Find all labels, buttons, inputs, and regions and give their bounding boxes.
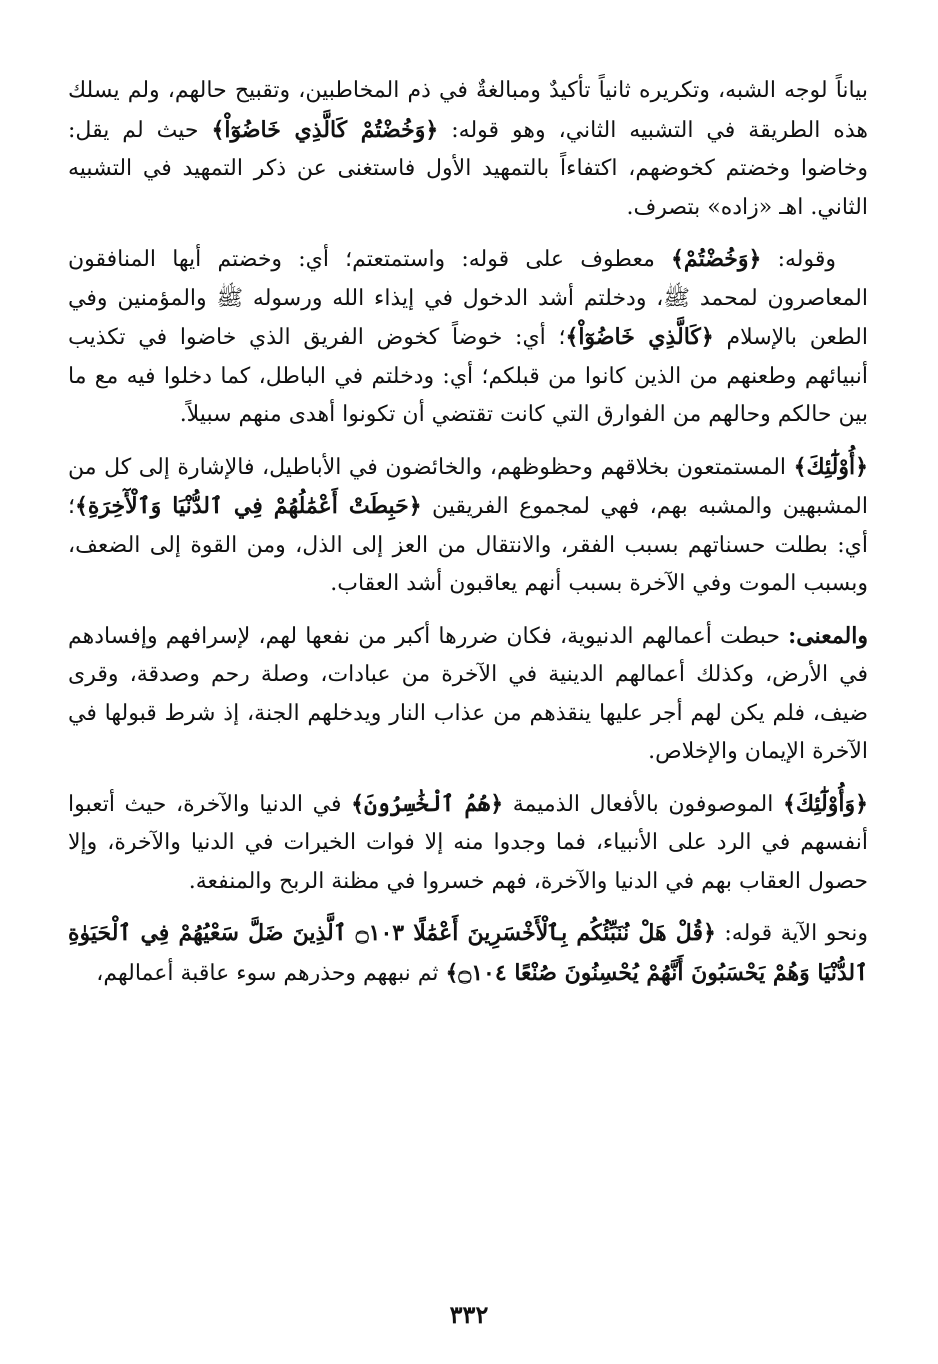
quran-verse: ﴿أُوْلَٰٓئِكَ﴾ <box>793 453 868 480</box>
paragraph-text: الموصوفون بالأفعال الذميمة <box>503 791 783 817</box>
page-number: ٣٣٢ <box>449 1300 489 1329</box>
quran-verse: ﴿قُلْ هَلْ نُنَبِّئُكُم بِٱلْأَخْسَرِينَ أَعْمَٰلًا ۝١٠٣ ٱلَّذِينَ ضَلَّ سَعْيُهُمْ فِي ٱلْحَيَوٰةِ ٱلدُّنْيَا وَهُمْ يَحْسَبُونَ أَنَّهُمْ يُحْسِنُونَ صُنْعًا ۝١٠٤﴾ <box>68 920 868 986</box>
paragraph-text: حيث لم يقل: وخاضوا وخضتم كخوضهم، اكتفاءاً بالتمهيد الأول فاستغنى عن ذكر التمهيد في التشبيه الثاني. اهـ «زاده» بتصرف. <box>68 117 868 220</box>
paragraph-3 <box>68 448 868 604</box>
paragraph-5 <box>68 785 868 902</box>
quran-verse: ﴿وَخُضْتُمْ كَالَّذِي خَاضُوٓاْ﴾ <box>211 116 439 143</box>
paragraph-text: معطوف على قوله: واستمتعتم؛ أي: وخضتم أيها المنافقون المعاصرون لمحمد ﷺ، ودخلتم أشد الدخول في إيذاء الله ورسوله ﷺ والمؤمنين وفي الطعن بالإسلام <box>68 247 868 350</box>
quran-verse: ﴿وَخُضْتُمْ﴾ <box>671 246 762 272</box>
paragraph-4 <box>68 617 868 772</box>
paragraph-text: بياناً لوجه الشبه، وتكريره ثانياً تأكيدٌ ومبالغةٌ في ذم المخاطبين، وتقبيح حالهم، ولم يسلك هذه الطريقة في التشبيه الثاني، وهو قوله: <box>68 78 868 143</box>
quran-verse: ﴿هُمُ ٱلْخَٰسِرُونَ﴾ <box>351 790 504 817</box>
paragraph-1 <box>68 72 868 227</box>
quran-verse: ﴿حَبِطَتْ أَعْمَٰلُهُمْ فِي ٱلدُّنْيَا وَٱلْأٓخِرَةِ﴾ <box>75 493 422 519</box>
quran-verse: ﴿كَالَّذِي خَاضُوٓاْ﴾ <box>565 324 714 350</box>
paragraph-text: في الدنيا والآخرة، حيث أتعبوا أنفسهم في الرد على الأنبياء، فما وجدوا منه إلا فوات الخيرات في الدنيا والآخرة، وإلا حصول العقاب بهم في الدنيا والآخرة، فهم خسروا في مظنة الربح والمنفعة. <box>68 791 868 894</box>
paragraph-text: وقوله: <box>761 247 836 272</box>
page-body <box>68 72 868 1006</box>
paragraph-6 <box>68 914 868 993</box>
paragraph-text: ؛ أي: خوضاً كخوض الفريق الذي خاضوا في تكذيب أنبيائهم وطعنهم من الذين كانوا من قبلكم؛ أي: ودخلتم في الباطل، كما دخلوا فيه مع ما بين حالكم وحالهم من الفوارق التي كانت تقتضي أن تكونوا أهدى منهم سبيلاً. <box>68 325 868 427</box>
paragraph-2 <box>68 240 868 435</box>
paragraph-text: ؛ أي: بطلت حسناتهم بسبب الفقر، والانتقال من العز إلى الذل، ومن القوة إلى الضعف، وبسبب الموت وفي الآخرة بسبب أنهم يعاقبون أشد العقاب. <box>68 494 868 596</box>
bold-term: والمعنى: <box>788 622 868 649</box>
quran-verse: ﴿وَأُوْلَٰٓئِكَ﴾ <box>782 790 868 817</box>
paragraph-text: المستمتعون بخلاقهم وحظوظهم، والخائضون في الأباطيل، فالإشارة إلى كل من المشبهين والمشبه بهم، فهي لمجموع الفريقين <box>68 454 868 519</box>
paragraph-text: ثم نبههم وحذرهم سوء عاقبة أعمالهم، <box>96 960 446 986</box>
paragraph-text: ونحو الآية قوله: <box>715 921 869 946</box>
paragraph-text: حبطت أعمالهم الدنيوية، فكان ضررها أكبر من نفعها لهم، لإسرافهم وإفسادهم في الأرض، وكذلك أعمالهم الدينية في الآخرة من عبادات، وصلة رحم وصدقة، وقرى ضيف، فلم يكن لهم أجر عليها ينقذهم من عذاب النار ويدخلهم الجنة، إذ شرط قبولها في الآخرة الإيمان والإخلاص. <box>68 623 868 764</box>
